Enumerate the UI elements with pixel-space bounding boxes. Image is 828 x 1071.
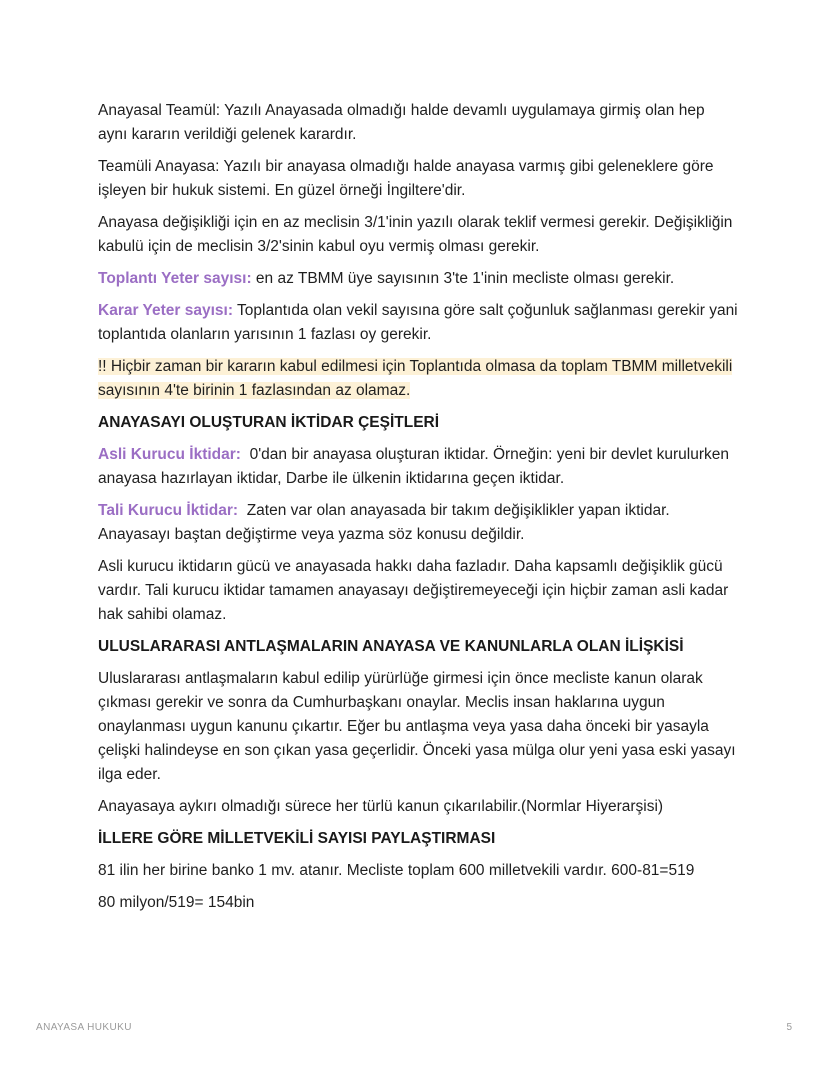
- paragraph-nufus-hesap: 80 milyon/519= 154bin: [98, 894, 255, 911]
- term-text: en az TBMM üye sayısının 3'te 1'inin mecliste olması gerekir.: [251, 270, 675, 287]
- paragraph-highlighted-note: [98, 355, 738, 403]
- term-text: 0'dan bir anayasa oluşturan iktidar. Örneğin: yeni bir devlet kurulurken anayasa hazırlayan iktidar, Darbe ile ülkenin iktidarına geçen iktidar.: [98, 446, 734, 487]
- paragraph-tali-kurucu: [98, 499, 738, 547]
- paragraph-anayasa-degisikligi: Anayasa değişikliği için en az meclisin 3/1'inin yazılı olarak teklif vermesi gerekir. Değişikliğin kabulü için de meclisin 3/2'sinin kabul oyu vermiş olması gerekir.: [98, 214, 733, 255]
- paragraph-milletvekili-hesap: 81 ilin her birine banko 1 mv. atanır. Mecliste toplam 600 milletvekili vardır. 600-81=519: [98, 862, 695, 879]
- term-label: Asli Kurucu İktidar:: [98, 446, 241, 463]
- term-text: Zaten var olan anayasada bir takım değişiklikler yapan iktidar. Anayasayı baştan değiştirme veya yazma söz konusu değildir.: [98, 502, 674, 543]
- heading-uluslararasi-antlasmalar: ULUSLARARASI ANTLAŞMALARIN ANAYASA VE KANUNLARLA OLAN İLİŞKİSİ: [98, 638, 684, 655]
- page-number: 5: [786, 1022, 792, 1033]
- term-label: Toplantı Yeter sayısı:: [98, 270, 252, 287]
- paragraph-anayasal-teamul: Anayasal Teamül: Yazılı Anayasada olmadığı halde devamlı uygulamaya girmiş olan hep aynı kararın verildiği gelenek karardır.: [98, 102, 705, 143]
- paragraph-teamuli-anayasa: Teamüli Anayasa: Yazılı bir anayasa olmadığı halde anayasa varmış gibi geleneklere göre işleyen bir hukuk sistemi. En güzel örneği İngiltere'dir.: [98, 158, 714, 199]
- term-label: Karar Yeter sayısı:: [98, 302, 234, 319]
- heading-iktidar-cesitleri: ANAYASAYI OLUŞTURAN İKTİDAR ÇEŞİTLERİ: [98, 414, 440, 431]
- paragraph-uluslararasi-antlasmalar: Uluslararası antlaşmaların kabul edilip yürürlüğe girmesi için önce mecliste kanun olarak çıkması gerekir ve sonra da Cumhurbaşkanı onaylar. Meclis insan haklarına uygun onaylanması uygun kanunu çıkartır. Eğer bu antlaşma veya yasa daha önceki bir yasayla çelişki halindeyse en son çıkan yasa geçerlidir. Önceki yasa mülga olur yeni yasa eski yasayı ilga eder.: [98, 670, 736, 783]
- paragraph-iktidar-karsilastirma: Asli kurucu iktidarın gücü ve anayasada hakkı daha fazladır. Daha kapsamlı değişiklik gücü vardır. Tali kurucu iktidar tamamen anayasayı değiştiremeyeceği için hiçbir zaman asli kadar hak sahibi olamaz.: [98, 558, 729, 623]
- paragraph-normlar-hiyerarsisi: Anayasaya aykırı olmadığı sürece her türlü kanun çıkarılabilir.(Normlar Hiyerarşisi): [98, 798, 664, 815]
- paragraph-asli-kurucu: [98, 443, 738, 491]
- term-label: Tali Kurucu İktidar:: [98, 502, 239, 519]
- document-body: [98, 99, 738, 923]
- paragraph-toplanti-yeter-sayisi: [98, 267, 738, 291]
- paragraph-karar-yeter-sayisi: [98, 299, 738, 347]
- heading-milletvekili-paylastirma: İLLERE GÖRE MİLLETVEKİLİ SAYISI PAYLAŞTIRMASI: [98, 830, 496, 847]
- highlighted-text: !! Hiçbir zaman bir kararın kabul edilmesi için Toplantıda olmasa da toplam TBMM milletvekili sayısının 4'te birinin 1 fazlasından az olamaz.: [98, 358, 733, 399]
- footer-title: ANAYASA HUKUKU: [36, 1022, 132, 1033]
- term-text: Toplantıda olan vekil sayısına göre salt çoğunluk sağlanması gerekir yani toplantıda olanların yarısının 1 fazlası oy gerekir.: [98, 302, 738, 343]
